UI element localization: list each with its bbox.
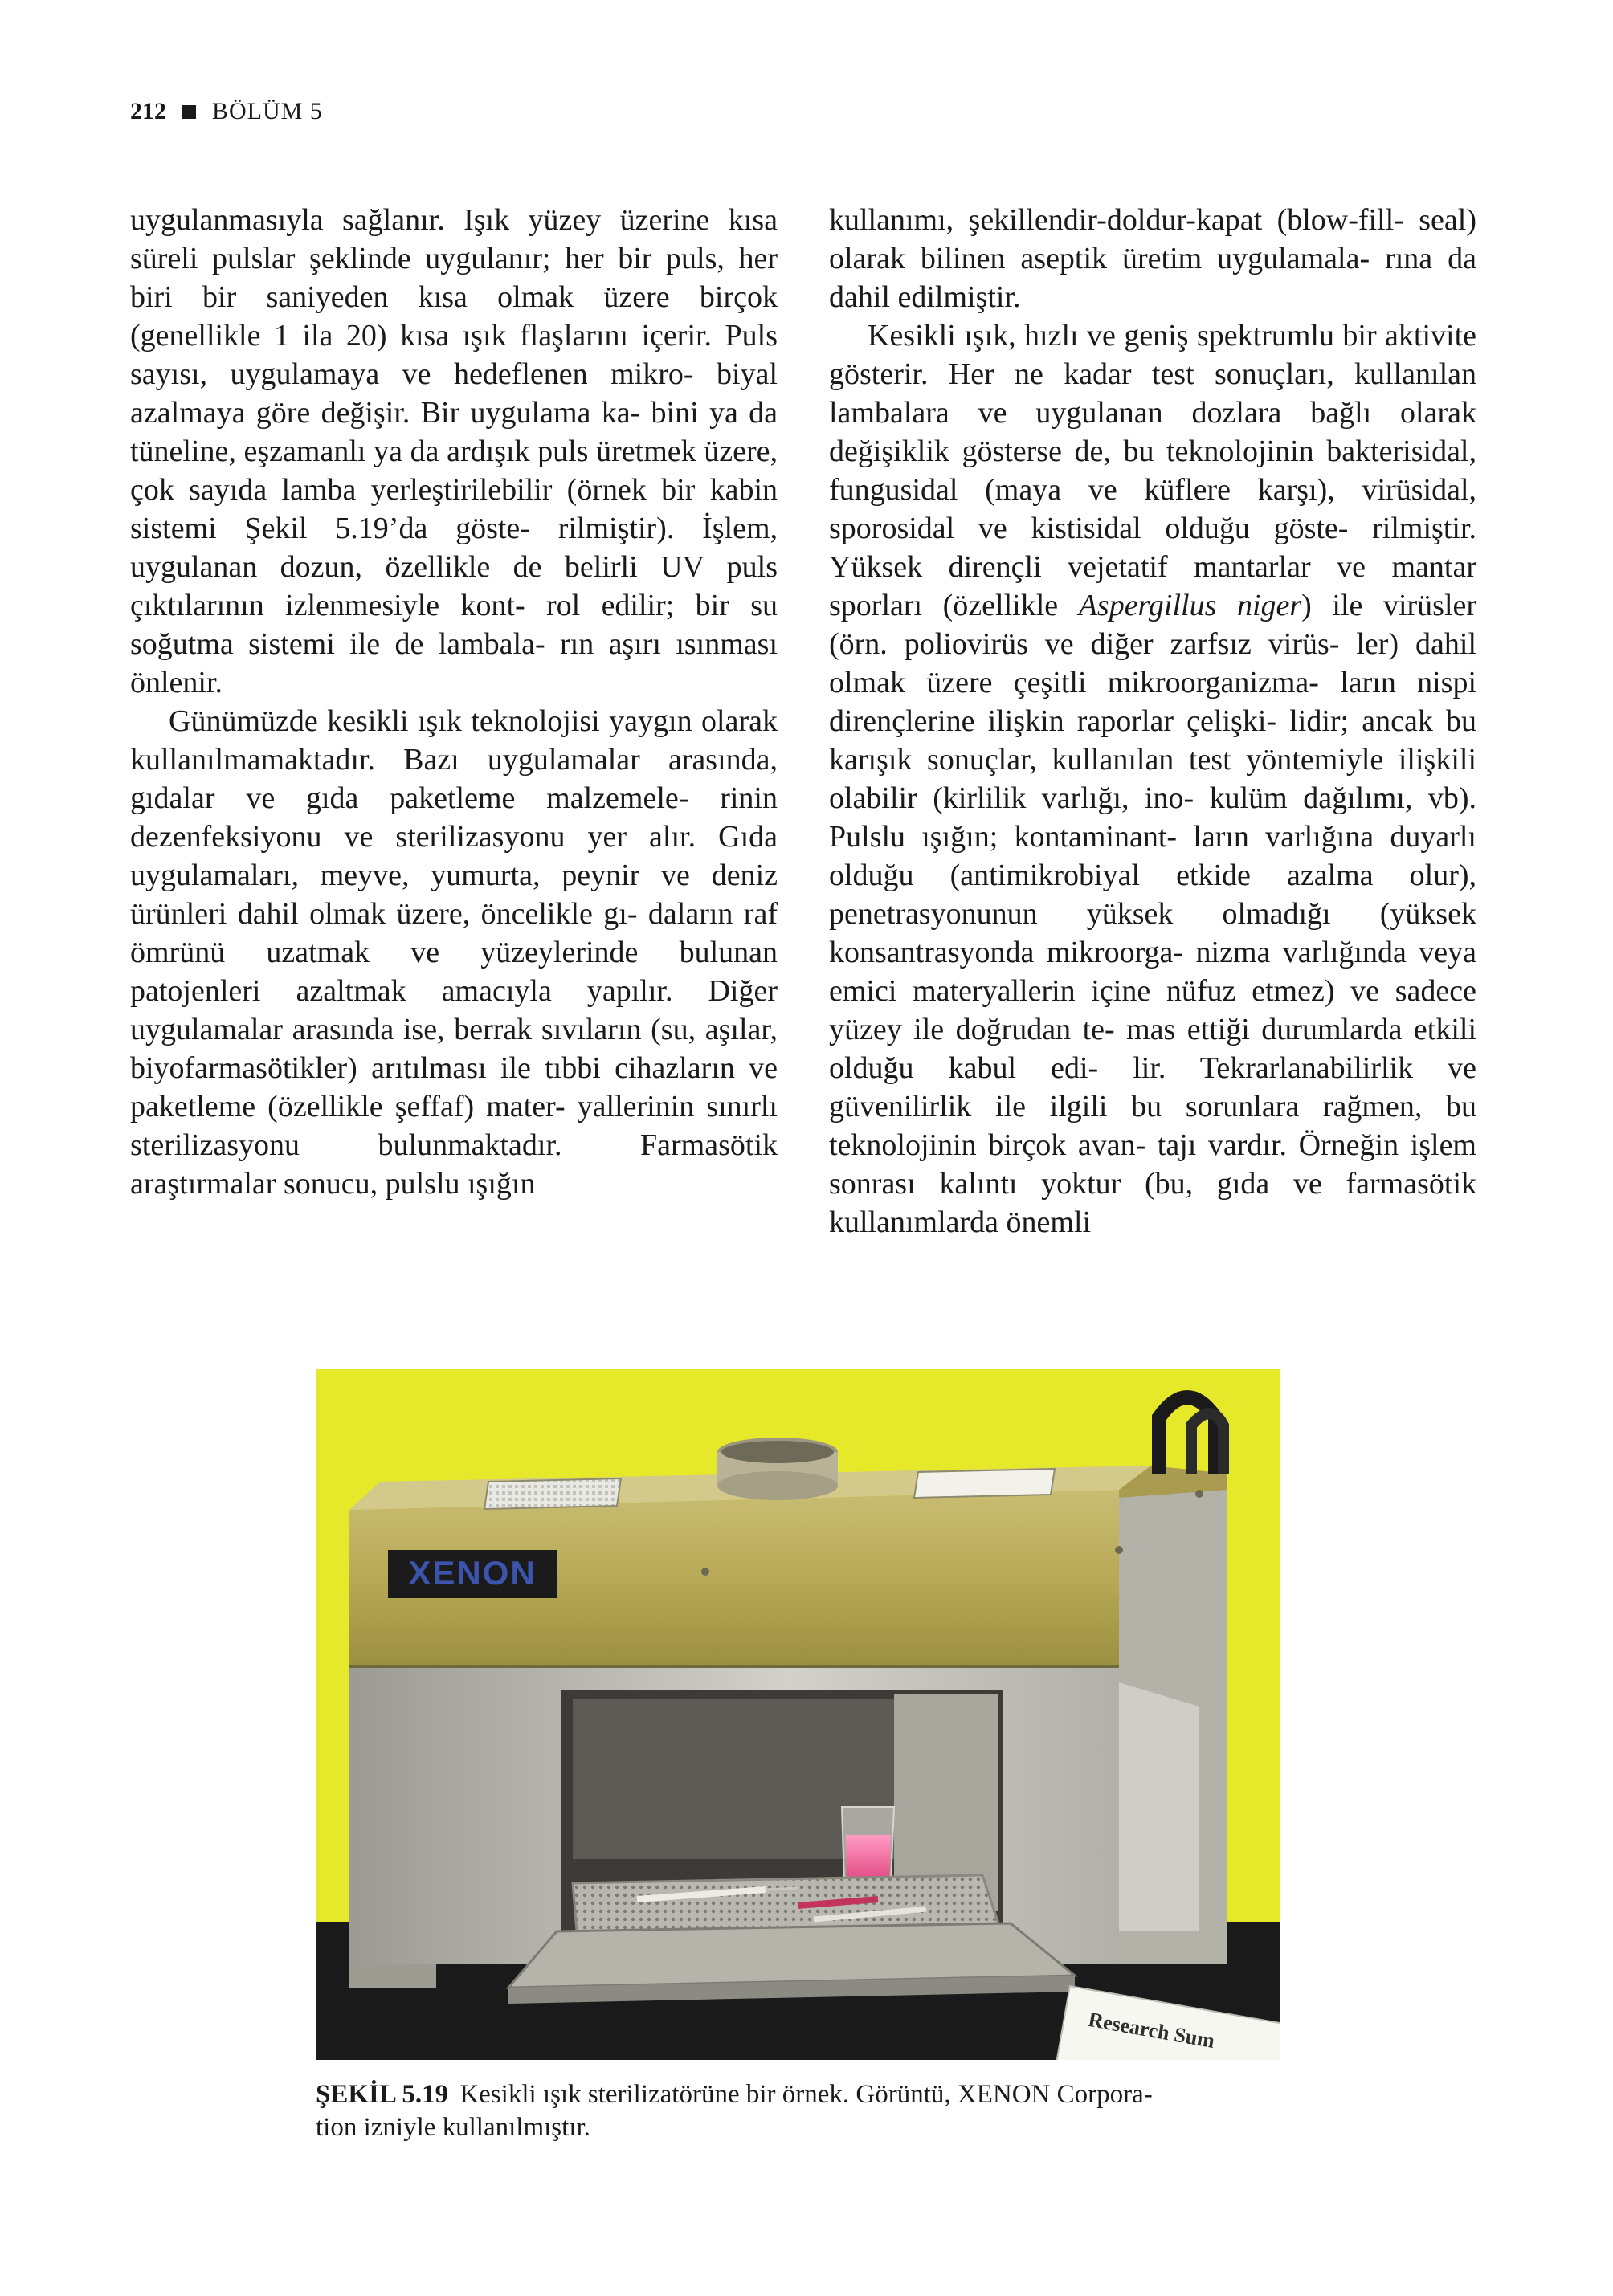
species-name: Aspergillus niger [1078,589,1302,622]
paper-title: Research Sum [1086,2007,1217,2053]
sterilizer-photo [316,1369,1280,2060]
right-paragraph-1: kullanımı, şekillendir-doldur-kapat (blow-fill- seal) olarak bilinen aseptik üretim uygulamala- rına da dahil edilmiştir. [829,203,1476,314]
mesh-tray [573,1875,998,1931]
page-number: 212 [130,98,166,124]
figure-photo [316,1369,1280,2060]
top-window [914,1469,1055,1498]
right-paragraph-2: Kesikli ışık, hızlı ve geniş spektrumlu bir aktivite gösterir. Her ne kadar test sonuçları, kullanılan lambalara ve uygulanan dozlara bağlı olarak değişiklik gösterse de, bu teknolojinin bakterisidal, fungusidal (maya ve küflere karşı), virüsidal, sporosidal ve kistisidal olduğu göste- rilmiştir. Yüksek dirençli vejetatif mantarlar ve mantar sporları (özellikle Aspergillus niger) ile virüsler (örn. poliovirüs ve diğer zarfsız virüs- ler) dahil olmak üzere çeşitli mikroorganizma- ların nispi dirençlerine ilişkin raporlar çelişki- lidir; ancak bu karışık sonuçlar, kullanılan test yöntemiyle ilişkili olabilir (kirlilik varlığı, ino- kulüm dağılımı, vb). Pulslu ışığın; kontaminant- ların varlığına duyarlı olduğu (antimikrobiyal etkide azalma olur), penetrasyonunun yüksek olmadığı (yüksek konsantrasyonda mikroorga- nizma varlığında veya emici materyallerin içine nüfuz etmez) ve sadece yüzey ile doğrudan te- mas ettiği durumlarda etkili olduğu kabul edi- lir. Tekrarlanabilirlik ve güvenilirlik ile ilgili bu sorunlara rağmen, bu teknolojinin birçok avan- tajı vardır. Örneğin işlem sonrası kalıntı yoktur (bu, gıda ve farmasötik kullanımlarda önemli [829,319,1477,1239]
brand-label: XENON [408,1554,537,1592]
page-header [130,98,323,125]
left-paragraph-2: Günümüzde kesikli ışık teknolojisi yaygın olarak kullanılmamaktadır. Bazı uygulamalar arasında, gıdalar ve gıda paketleme malzemele- rinin dezenfeksiyonu ve sterilizasyonu yer alır. Gıda uygulamaları, meyve, yumurta, peynir ve deniz ürünleri dahil olmak üzere, öncelikle gı- daların raf ömrünü uzatmak ve yüzeylerinde bulunan patojenleri azaltmak amacıyla yapılır. Diğer uygulamalar arasında ise, berrak sıvıların (su, aşılar, biyofarmasötikler) arıtılması ile tıbbi cihazların ve paketleme (özellikle şeffaf) mater- yallerinin sınırlı sterilizasyonu bulunmaktadır. Farmasötik araştırmalar sonucu, pulslu ışığın [130,704,778,1201]
chapter-title: BÖLÜM 5 [212,98,323,124]
caption-text: Kesikli ışık sterilizatörüne bir örnek. Görüntü, XENON Corpora- [459,2080,1153,2109]
left-column [130,201,778,1203]
caption-text-line-2: tion izniyle kullanılmıştır. [316,2113,590,2142]
figure-caption [316,2078,1328,2144]
figure-label: ŞEKİL 5.19 [316,2080,449,2109]
left-paragraph-1: uygulanmasıyla sağlanır. Işık yüzey üzerine kısa süreli pulslar şeklinde uygulanır; her bir puls, her biri bir saniyeden kısa olmak üzere birçok (genellikle 1 ila 20) kısa ışık flaşlarını içerir. Puls sayısı, uygulamaya ve hedeflenen mikro- biyal azalmaya göre değişir. Bir uygulama ka- bini ya da tüneline, eşzamanlı ya da ardışık puls üretmek üzere, çok sayıda lamba yerleştirilebilir (örnek bir kabin sistemi Şekil 5.19’da göste- rilmiştir). İşlem, uygulanan dozun, özellikle de belirli UV puls çıktılarının izlenmesiyle kont- rol edilir; bir su soğutma sistemi ile de lambala- rın aşırı ısınması önlenir. [130,203,778,699]
square-bullet-icon [182,105,196,119]
right-column [829,201,1476,1242]
top-vent [484,1478,621,1509]
